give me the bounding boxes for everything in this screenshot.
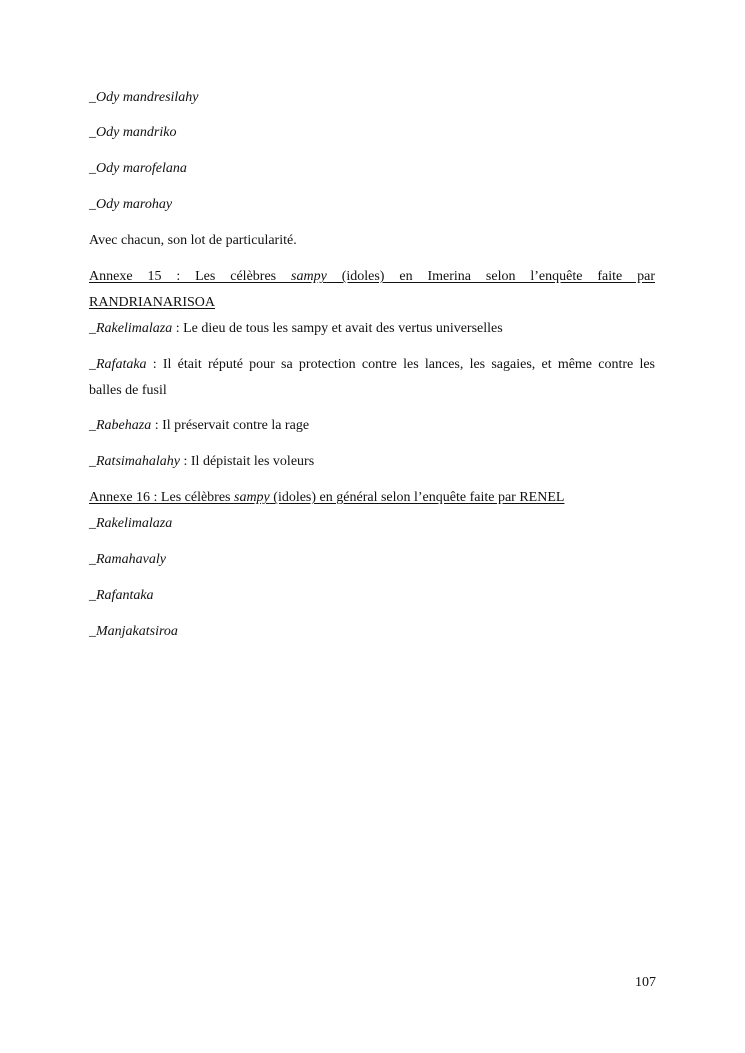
item-name: Ody marofelana bbox=[96, 161, 187, 176]
item-description-continued: balles de fusil bbox=[89, 383, 167, 398]
page-number: 107 bbox=[635, 975, 656, 990]
list-item: _Manjakatsiroa bbox=[89, 624, 178, 639]
item-name: Ody mandriko bbox=[96, 125, 177, 140]
list-item: _Ody marohay bbox=[89, 197, 173, 212]
item-name: Rafataka bbox=[96, 357, 147, 372]
list-item: _Rabehaza : Il préservait contre la rage bbox=[89, 418, 310, 433]
list-item: _Rakelimalaza : Le dieu de tous les sampy et avait des vertus universelles bbox=[89, 321, 503, 336]
list-item: _Rafataka : Il était réputé pour sa protection contre les lances, les sagaies, et même contre les bbox=[89, 357, 655, 372]
annexe-15-heading: Annexe 15 : Les célèbres sampy (idoles) en Imerina selon l’enquête faite par bbox=[89, 269, 656, 284]
item-name: Ody marohay bbox=[96, 197, 173, 212]
list-item: _Ramahavaly bbox=[89, 552, 166, 567]
item-name: Rafantaka bbox=[96, 588, 154, 603]
list-item: _Rafantaka bbox=[89, 588, 154, 603]
item-name: Ratsimahalahy bbox=[96, 454, 180, 469]
item-name: Rakelimalaza bbox=[96, 321, 173, 336]
item-description: : Il était réputé pour sa protection contre les lances, les sagaies, et même contre les bbox=[146, 357, 655, 372]
list-item: _Ody mandriko bbox=[89, 125, 177, 140]
item-name: Ody mandresilahy bbox=[96, 90, 199, 105]
summary-text: Avec chacun, son lot de particularité. bbox=[89, 233, 297, 248]
list-item: _Ody marofelana bbox=[89, 161, 187, 176]
item-description: : Il préservait contre la rage bbox=[151, 418, 310, 433]
annexe-16-heading: Annexe 16 : Les célèbres sampy (idoles) en général selon l’enquête faite par RENEL bbox=[89, 490, 565, 505]
item-name: Manjakatsiroa bbox=[96, 624, 178, 639]
item-name: Rakelimalaza bbox=[96, 516, 173, 531]
item-name: Rabehaza bbox=[96, 418, 152, 433]
item-description: : Le dieu de tous les sampy et avait des vertus universelles bbox=[172, 321, 503, 336]
list-item: _Ratsimahalahy : Il dépistait les voleurs bbox=[89, 454, 315, 469]
list-item: _Rakelimalaza bbox=[89, 516, 173, 531]
item-description: : Il dépistait les voleurs bbox=[180, 454, 315, 469]
list-item: _Ody mandresilahy bbox=[89, 90, 199, 105]
item-name: Ramahavaly bbox=[96, 552, 166, 567]
annexe-15-heading-line2: RANDRIANARISOA bbox=[89, 295, 216, 310]
